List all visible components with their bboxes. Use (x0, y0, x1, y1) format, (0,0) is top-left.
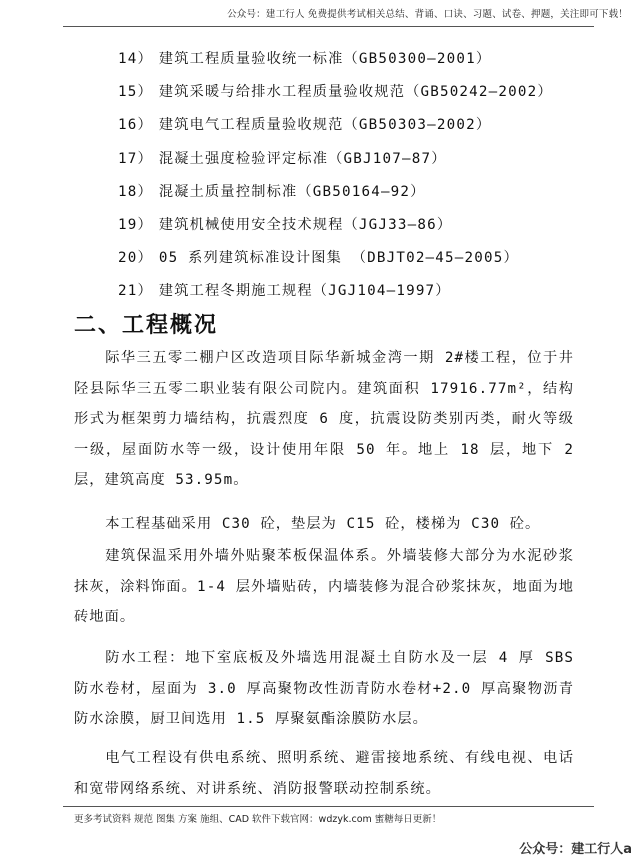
list-item-number: 17） (118, 150, 153, 167)
list-item-text: 建筑采暖与给排水工程质量验收规范（GB50242—2002） (158, 84, 553, 101)
list-item-text: 混凝土质量控制标准（GB50164—92） (158, 183, 426, 200)
list-item-number: 16） (118, 117, 153, 134)
list-item-text: 建筑电气工程质量验收规范（GB50303—2002） (158, 117, 492, 134)
list-item (118, 148, 553, 181)
paragraph-text: 际华三五零二棚户区改造项目际华新城金湾一期 2#楼工程，位于井陉县际华三五零二职业装有限公司院内。建筑面积 17916.77m²，结构形式为框架剪力墙结构，抗震烈度 6 度，抗震设防类别丙类，耐火等级一级，屋面防水等一级，设计使用年限 50 年。地上 18 层，地下 2 层，建筑高度 53.95m。 (74, 350, 574, 488)
header-note: 公众号：建工行人 免费提供考试相关总结、背诵、口诀、习题、试卷、押题，关注即可下载！ (227, 9, 628, 20)
list-item-number: 19） (118, 216, 153, 233)
footer-note: 更多考试资料 规范 图集 方案 施组、CAD 软件下载官网：wdzyk.com 蜜糖每日更新！ (74, 814, 442, 825)
header-divider (63, 26, 594, 27)
list-item-text: 建筑工程冬期施工规程（JGJ104—1997） (158, 283, 451, 300)
list-item-text: 05 系列建筑标准设计图集 （DBJT02—45—2005） (158, 250, 519, 267)
list-item (118, 181, 553, 214)
paragraph-electrical (74, 743, 574, 804)
paragraph-text: 建筑保温采用外墙外贴聚苯板保温体系。外墙装修大部分为水泥砂浆抹灰，涂料饰面。1-4 层外墙贴砖，内墙装修为混合砂浆抹灰，地面为地砖地面。 (74, 548, 574, 625)
list-item (118, 214, 553, 247)
list-item (118, 114, 553, 147)
paragraph-insulation (74, 541, 574, 633)
paragraph-text: 电气工程设有供电系统、照明系统、避雷接地系统、有线电视、电话和宽带网络系统、对讲系统、消防报警联动控制系统。 (74, 750, 574, 797)
list-item-text: 建筑机械使用安全技术规程（JGJ33—86） (158, 216, 453, 233)
list-item-number: 21） (118, 283, 153, 300)
paragraph-text: 本工程基础采用 C30 砼，垫层为 C15 砼，楼梯为 C30 砼。 (105, 516, 541, 532)
footer-divider (63, 806, 594, 807)
list-item (118, 48, 553, 81)
paragraph-text: 防水工程：地下室底板及外墙选用混凝土自防水及一层 4 厚 SBS 防水卷材，屋面为 3.0 厚高聚物改性沥青防水卷材+2.0 厚高聚物沥青防水涂膜，厨卫间选用 1.5 厚聚氨酯涂膜防水层。 (74, 650, 574, 727)
list-item-text: 建筑工程质量验收统一标准（GB50300—2001） (158, 51, 492, 67)
paragraph-foundation (74, 509, 574, 540)
list-item-number: 18） (118, 183, 153, 200)
paragraph-overview (74, 343, 574, 496)
list-item-number: 14） (118, 51, 153, 67)
list-item-number: 20） (118, 250, 153, 267)
section-heading: 二、工程概况 (74, 313, 219, 338)
list-item-number: 15） (118, 84, 153, 101)
list-item (118, 247, 553, 280)
list-item-text: 混凝土强度检验评定标准（GBJ107—87） (158, 150, 447, 167)
watermark-text: 公众号：建工行人a (519, 842, 632, 857)
paragraph-waterproof (74, 643, 574, 735)
list-item (118, 81, 553, 114)
standards-list (118, 48, 553, 314)
